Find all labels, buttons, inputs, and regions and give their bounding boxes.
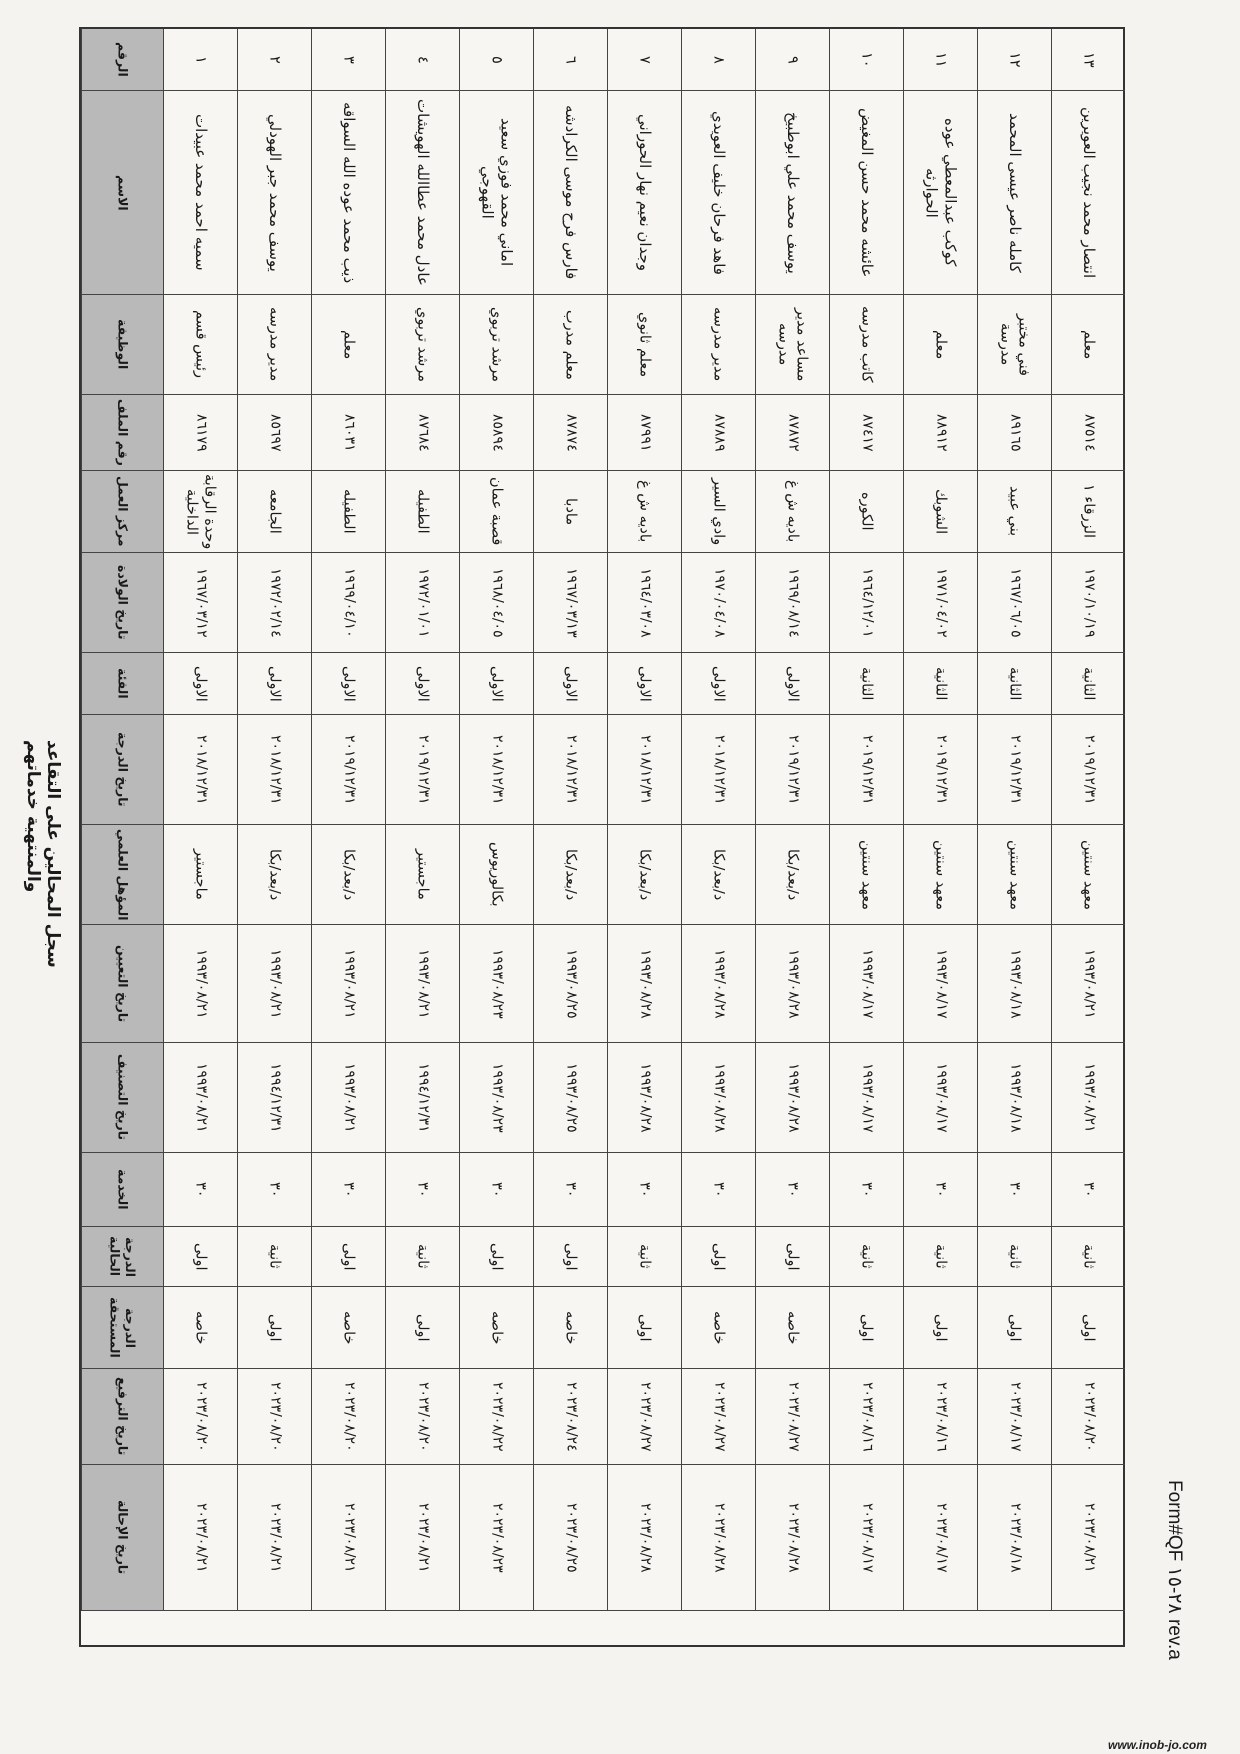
header-work-center: مركز العمل (81, 471, 163, 553)
cell-classification-date: ١٩٩٣/٠٨/٢١ (163, 1043, 237, 1153)
cell-classification-date: ١٩٩٣/٠٨/٢١ (311, 1043, 385, 1153)
cell-job: معلم (903, 295, 977, 395)
cell-due-grade: اولى (607, 1287, 681, 1369)
header-promotion-date: تاريخ الترفيع (81, 1369, 163, 1465)
cell-number: ٦ (533, 29, 607, 91)
cell-birth-date: ١٩٦٤/٠٣/٠٨ (607, 553, 681, 653)
cell-work-center: الجامعه (237, 471, 311, 553)
cell-retirement-date: ٢٠٢٣/٠٨/١٨ (977, 1465, 1051, 1611)
cell-job: مدير مدرسه (237, 295, 311, 395)
cell-work-center: وحدة الرقابة الداخلية (163, 471, 237, 553)
cell-grade-date: ٢٠١٩/١٢/٣١ (1051, 715, 1125, 825)
cell-number: ١٠ (829, 29, 903, 91)
cell-grade-date: ٢٠١٩/١٢/٣١ (903, 715, 977, 825)
cell-birth-date: ١٩٦٨/٠٤/٠٥ (459, 553, 533, 653)
header-service: الخدمة (81, 1153, 163, 1227)
cell-birth-date: ١٩٦٩/٠٤/١٠ (311, 553, 385, 653)
cell-file-number: ٨٦١٧٩ (163, 395, 237, 471)
cell-appointment-date: ١٩٩٣/٠٨/١٨ (977, 925, 1051, 1043)
cell-grade-date: ٢٠١٨/١٢/٣١ (607, 715, 681, 825)
cell-due-grade: اولى (1051, 1287, 1125, 1369)
cell-promotion-date: ٢٠٢٣/٠٨/١٧ (977, 1369, 1051, 1465)
cell-classification-date: ١٩٩٣/٠٨/١٧ (829, 1043, 903, 1153)
cell-current-grade: ثانية (385, 1227, 459, 1287)
cell-current-grade: اولى (755, 1227, 829, 1287)
cell-due-grade: خاصه (163, 1287, 237, 1369)
cell-grade-date: ٢٠١٨/١٢/٣١ (681, 715, 755, 825)
cell-name: انتصار محمد نجيب العويرين (1051, 91, 1125, 295)
cell-qualification: ماجستير (163, 825, 237, 925)
cell-birth-date: ١٩٧٠/٠٤/٠٨ (681, 553, 755, 653)
cell-work-center: وادي السير (681, 471, 755, 553)
cell-work-center: الكوره (829, 471, 903, 553)
cell-service: ٣٠ (681, 1153, 755, 1227)
cell-category: الاولى (163, 653, 237, 715)
cell-service: ٣٠ (163, 1153, 237, 1227)
cell-job: معلم مدرب (533, 295, 607, 395)
cell-retirement-date: ٢٠٢٣/٠٨/٢٨ (681, 1465, 755, 1611)
cell-appointment-date: ١٩٩٣/٠٨/٢١ (311, 925, 385, 1043)
cell-category: الثانية (903, 653, 977, 715)
header-classification-date: تاريخ التصنيف (81, 1043, 163, 1153)
cell-number: ١ (163, 29, 237, 91)
cell-due-grade: خاصه (681, 1287, 755, 1369)
header-birth-date: تاريخ الولادة (81, 553, 163, 653)
cell-work-center: باديه ش غ (607, 471, 681, 553)
header-number: الرقم (81, 29, 163, 91)
cell-classification-date: ١٩٩٣/٠٨/٢٥ (533, 1043, 607, 1153)
website-watermark: www.inob-jo.com (1108, 1738, 1207, 1752)
cell-birth-date: ١٩٧٢/٠١/٠١ (385, 553, 459, 653)
cell-qualification: معهد سنتين (903, 825, 977, 925)
cell-service: ٣٠ (459, 1153, 533, 1227)
cell-category: الاولى (459, 653, 533, 715)
cell-number: ٨ (681, 29, 755, 91)
cell-name: اماني محمد فوزي سعيد القهوجي (459, 91, 533, 295)
cell-birth-date: ١٩٧٠/١٠/١٩ (1051, 553, 1125, 653)
cell-appointment-date: ١٩٩٣/٠٨/٢١ (163, 925, 237, 1043)
cell-current-grade: اولى (459, 1227, 533, 1287)
cell-qualification: ماجستير (385, 825, 459, 925)
cell-category: الاولى (755, 653, 829, 715)
header-retirement-date: تاريخ الإحالة (81, 1465, 163, 1611)
cell-name: سميه احمد محمد عبيدات (163, 91, 237, 295)
cell-qualification: معهد سنتين (977, 825, 1051, 925)
cell-due-grade: خاصه (755, 1287, 829, 1369)
cell-job: كاتب مدرسه (829, 295, 903, 395)
cell-grade-date: ٢٠١٩/١٢/٣١ (311, 715, 385, 825)
cell-promotion-date: ٢٠٢٣/٠٨/٢٧ (681, 1369, 755, 1465)
cell-promotion-date: ٢٠٢٣/٠٨/٢٠ (385, 1369, 459, 1465)
header-current-grade: الدرجة الحالية (81, 1227, 163, 1287)
header-job: الوظيفة (81, 295, 163, 395)
cell-service: ٣٠ (237, 1153, 311, 1227)
cell-work-center: قصبة عمان (459, 471, 533, 553)
cell-qualification: د/بعد/بكا (681, 825, 755, 925)
cell-classification-date: ١٩٩٣/٠٨/١٨ (977, 1043, 1051, 1153)
cell-current-grade: ثانية (1051, 1227, 1125, 1287)
cell-grade-date: ٢٠١٨/١٢/٣١ (163, 715, 237, 825)
cell-appointment-date: ١٩٩٣/٠٨/٢١ (1051, 925, 1125, 1043)
cell-category: الاولى (533, 653, 607, 715)
cell-name: وجدان نعيم نهار الحوراني (607, 91, 681, 295)
cell-promotion-date: ٢٠٢٣/٠٨/٢٠ (237, 1369, 311, 1465)
cell-work-center: بني عبيد (977, 471, 1051, 553)
cell-job: رئيس قسم (163, 295, 237, 395)
cell-due-grade: اولى (829, 1287, 903, 1369)
cell-file-number: ٨٧٩٩١ (607, 395, 681, 471)
header-name: الاسم (81, 91, 163, 295)
cell-classification-date: ١٩٩٤/١٢/٣١ (385, 1043, 459, 1153)
cell-service: ٣٠ (311, 1153, 385, 1227)
cell-current-grade: ثانية (607, 1227, 681, 1287)
cell-promotion-date: ٢٠٢٣/٠٨/٢٠ (163, 1369, 237, 1465)
cell-service: ٣٠ (903, 1153, 977, 1227)
cell-number: ١٢ (977, 29, 1051, 91)
cell-name: فاهد فرحان خليف العويدي (681, 91, 755, 295)
cell-current-grade: اولى (533, 1227, 607, 1287)
cell-current-grade: اولى (681, 1227, 755, 1287)
cell-birth-date: ١٩٧١/٠٤/٠٢ (903, 553, 977, 653)
cell-retirement-date: ٢٠٢٣/٠٨/٢٨ (755, 1465, 829, 1611)
header-grade-date: تاريخ الدرجة (81, 715, 163, 825)
cell-name: ذيب محمد عوده الله السواقه (311, 91, 385, 295)
cell-work-center: الشوبك (903, 471, 977, 553)
header-appointment-date: تاريخ التعيين (81, 925, 163, 1043)
cell-appointment-date: ١٩٩٣/٠٨/٢٣ (459, 925, 533, 1043)
cell-file-number: ٨٥٨٩٤ (459, 395, 533, 471)
cell-number: ١٣ (1051, 29, 1125, 91)
cell-classification-date: ١٩٩٣/٠٨/٢٨ (755, 1043, 829, 1153)
header-category: الفئة (81, 653, 163, 715)
cell-name: فارس فرح موسى الكرادشه (533, 91, 607, 295)
cell-due-grade: خاصه (311, 1287, 385, 1369)
cell-appointment-date: ١٩٩٣/٠٨/٢٥ (533, 925, 607, 1043)
cell-retirement-date: ٢٠٢٣/٠٨/٢٨ (607, 1465, 681, 1611)
cell-category: الثانية (977, 653, 1051, 715)
cell-number: ٣ (311, 29, 385, 91)
cell-job: معلم (1051, 295, 1125, 395)
cell-file-number: ٨٧٨٧٤ (533, 395, 607, 471)
cell-due-grade: اولى (903, 1287, 977, 1369)
cell-current-grade: ثانية (903, 1227, 977, 1287)
cell-work-center: باديه ش غ (755, 471, 829, 553)
cell-number: ٧ (607, 29, 681, 91)
cell-service: ٣٠ (607, 1153, 681, 1227)
cell-retirement-date: ٢٠٢٣/٠٨/٢١ (385, 1465, 459, 1611)
cell-retirement-date: ٢٠٢٣/٠٨/٢١ (1051, 1465, 1125, 1611)
cell-due-grade: خاصه (459, 1287, 533, 1369)
cell-service: ٣٠ (829, 1153, 903, 1227)
cell-grade-date: ٢٠١٩/١٢/٣١ (385, 715, 459, 825)
cell-service: ٣٠ (755, 1153, 829, 1227)
cell-birth-date: ١٩٦٧/٠٦/٠٥ (977, 553, 1051, 653)
cell-category: الثانية (1051, 653, 1125, 715)
form-code: Form#QF ٢٨-١٥ rev.a (1164, 1480, 1185, 1660)
cell-due-grade: خاصه (533, 1287, 607, 1369)
cell-qualification: د/بعد/بكا (311, 825, 385, 925)
cell-service: ٣٠ (533, 1153, 607, 1227)
cell-name: عادل محمد عطاالله الهويشات (385, 91, 459, 295)
cell-birth-date: ١٩٦٤/١٢/٠١ (829, 553, 903, 653)
cell-name: يوسف محمد علي ابوطبيخ (755, 91, 829, 295)
cell-current-grade: اولى (311, 1227, 385, 1287)
cell-work-center: مادبا (533, 471, 607, 553)
cell-file-number: ٨٧٦٨٤ (385, 395, 459, 471)
cell-current-grade: اولى (163, 1227, 237, 1287)
cell-birth-date: ١٩٦٩/٠٨/١٤ (755, 553, 829, 653)
cell-work-center: الطفيله (385, 471, 459, 553)
cell-work-center: الزرقاء ١ (1051, 471, 1125, 553)
cell-category: الاولى (681, 653, 755, 715)
cell-category: الاولى (311, 653, 385, 715)
cell-grade-date: ٢٠١٩/١٢/٣١ (977, 715, 1051, 825)
cell-qualification: د/بعد/بكا (755, 825, 829, 925)
cell-service: ٣٠ (1051, 1153, 1125, 1227)
cell-classification-date: ١٩٩٣/٠٨/١٧ (903, 1043, 977, 1153)
header-due-grade: الدرجة المستحقة (81, 1287, 163, 1369)
cell-number: ٤ (385, 29, 459, 91)
cell-birth-date: ١٩٦٧/٠٣/١٢ (163, 553, 237, 653)
cell-appointment-date: ١٩٩٣/٠٨/٢١ (385, 925, 459, 1043)
cell-appointment-date: ١٩٩٣/٠٨/١٧ (903, 925, 977, 1043)
cell-grade-date: ٢٠١٩/١٢/٣١ (755, 715, 829, 825)
cell-name: كوكب عبدالمعطي عوده الحوارثه (903, 91, 977, 295)
cell-category: الاولى (607, 653, 681, 715)
cell-retirement-date: ٢٠٢٣/٠٨/٢١ (163, 1465, 237, 1611)
cell-name: يوسف محمد جبر الهودلي (237, 91, 311, 295)
cell-name: كامله ناصر عيسى المحمد (977, 91, 1051, 295)
cell-classification-date: ١٩٩٣/٠٨/٢٨ (607, 1043, 681, 1153)
cell-file-number: ٨٧٨٧٢ (755, 395, 829, 471)
cell-service: ٣٠ (385, 1153, 459, 1227)
cell-classification-date: ١٩٩٣/٠٨/٢٣ (459, 1043, 533, 1153)
cell-category: الاولى (237, 653, 311, 715)
cell-appointment-date: ١٩٩٣/٠٨/٢٨ (755, 925, 829, 1043)
cell-birth-date: ١٩٧٢/٠٢/١٤ (237, 553, 311, 653)
cell-classification-date: ١٩٩٤/١٢/٣١ (237, 1043, 311, 1153)
cell-job: مرشد تربوي (459, 295, 533, 395)
header-file-number: رقم الملف (81, 395, 163, 471)
header-qualification: المؤهل العلمي (81, 825, 163, 925)
cell-file-number: ٨٧٤١٧ (829, 395, 903, 471)
cell-grade-date: ٢٠١٨/١٢/٣١ (533, 715, 607, 825)
cell-promotion-date: ٢٠٢٣/٠٨/٢٠ (1051, 1369, 1125, 1465)
cell-due-grade: اولى (977, 1287, 1051, 1369)
cell-current-grade: ثانية (237, 1227, 311, 1287)
cell-grade-date: ٢٠١٨/١٢/٣١ (237, 715, 311, 825)
cell-file-number: ٨٥٦٩٧ (237, 395, 311, 471)
cell-appointment-date: ١٩٩٣/٠٨/٢١ (237, 925, 311, 1043)
cell-file-number: ٨٩١٦٥ (977, 395, 1051, 471)
cell-promotion-date: ٢٠٢٣/٠٨/٢٢ (459, 1369, 533, 1465)
cell-due-grade: اولى (237, 1287, 311, 1369)
cell-number: ٥ (459, 29, 533, 91)
cell-job: معلم (311, 295, 385, 395)
cell-retirement-date: ٢٠٢٣/٠٨/١٧ (903, 1465, 977, 1611)
cell-due-grade: اولى (385, 1287, 459, 1369)
cell-file-number: ٨٦٠٣١ (311, 395, 385, 471)
cell-job: مدير مدرسه (681, 295, 755, 395)
cell-retirement-date: ٢٠٢٣/٠٨/٢١ (237, 1465, 311, 1611)
cell-file-number: ٨٧٥١٤ (1051, 395, 1125, 471)
cell-number: ٢ (237, 29, 311, 91)
page-title: سجل المحالين على التقاعد والمنتهية خدماتهم (23, 740, 63, 968)
cell-job: فني مختبر مدرسة (977, 295, 1051, 395)
cell-category: الثانية (829, 653, 903, 715)
cell-file-number: ٨٧٨٨٩ (681, 395, 755, 471)
cell-qualification: معهد سنتين (829, 825, 903, 925)
cell-qualification: د/بعد/بكا (533, 825, 607, 925)
cell-classification-date: ١٩٩٣/٠٨/٢١ (1051, 1043, 1125, 1153)
cell-job: مرشد تربوي (385, 295, 459, 395)
retirees-table (79, 27, 1125, 1647)
cell-retirement-date: ٢٠٢٣/٠٨/٢٥ (533, 1465, 607, 1611)
cell-promotion-date: ٢٠٢٣/٠٨/٢٤ (533, 1369, 607, 1465)
cell-job: معلم ثانوي (607, 295, 681, 395)
cell-retirement-date: ٢٠٢٣/٠٨/٢٣ (459, 1465, 533, 1611)
cell-service: ٣٠ (977, 1153, 1051, 1227)
cell-retirement-date: ٢٠٢٣/٠٨/٢١ (311, 1465, 385, 1611)
cell-promotion-date: ٢٠٢٣/٠٨/٢٠ (311, 1369, 385, 1465)
cell-qualification: د/بعد/بكا (607, 825, 681, 925)
cell-birth-date: ١٩٦٧/٠٣/١٣ (533, 553, 607, 653)
cell-promotion-date: ٢٠٢٣/٠٨/١٦ (903, 1369, 977, 1465)
cell-appointment-date: ١٩٩٣/٠٨/٢٨ (681, 925, 755, 1043)
cell-promotion-date: ٢٠٢٣/٠٨/٢٧ (607, 1369, 681, 1465)
cell-current-grade: ثانية (829, 1227, 903, 1287)
cell-name: عائشه محمد حسن المغيض (829, 91, 903, 295)
cell-appointment-date: ١٩٩٣/٠٨/١٧ (829, 925, 903, 1043)
cell-classification-date: ١٩٩٣/٠٨/٢٨ (681, 1043, 755, 1153)
cell-number: ٩ (755, 29, 829, 91)
cell-promotion-date: ٢٠٢٣/٠٨/١٦ (829, 1369, 903, 1465)
cell-current-grade: ثانية (977, 1227, 1051, 1287)
cell-grade-date: ٢٠١٩/١٢/٣١ (829, 715, 903, 825)
cell-promotion-date: ٢٠٢٣/٠٨/٢٧ (755, 1369, 829, 1465)
cell-qualification: معهد سنتين (1051, 825, 1125, 925)
cell-number: ١١ (903, 29, 977, 91)
cell-job: مساعد مدير مدرسه (755, 295, 829, 395)
cell-grade-date: ٢٠١٨/١٢/٣١ (459, 715, 533, 825)
cell-retirement-date: ٢٠٢٣/٠٨/١٧ (829, 1465, 903, 1611)
cell-appointment-date: ١٩٩٣/٠٨/٢٨ (607, 925, 681, 1043)
cell-qualification: د/بعد/بكا (237, 825, 311, 925)
cell-category: الاولى (385, 653, 459, 715)
cell-work-center: الطفيله (311, 471, 385, 553)
cell-qualification: بكالوريوس (459, 825, 533, 925)
cell-file-number: ٨٨٩١٢ (903, 395, 977, 471)
